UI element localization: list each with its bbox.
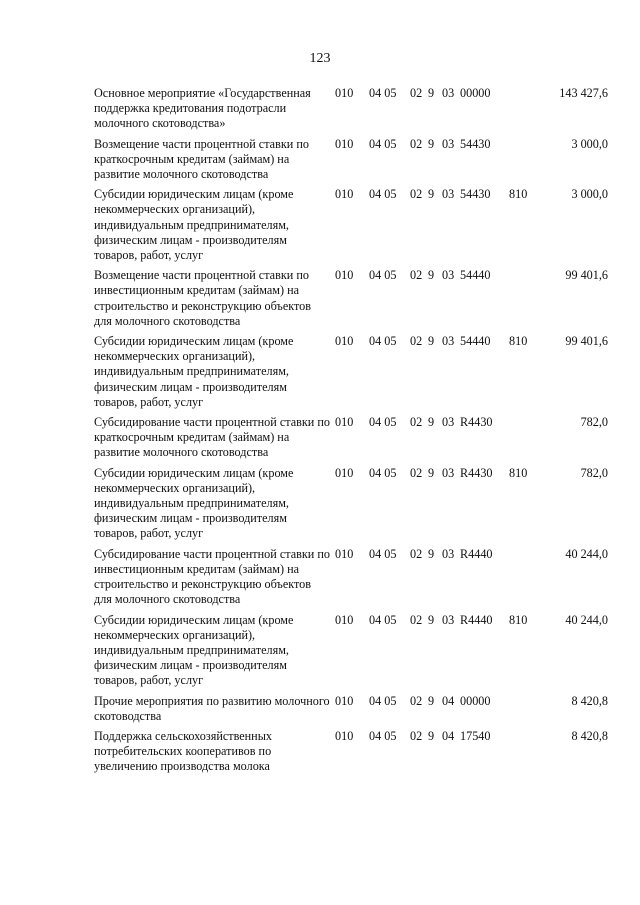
table-row (0, 613, 640, 689)
ministry-code: 010 (335, 728, 354, 743)
row-name: Субсидии юридическим лицам (кроме некоммерческих организаций), индивидуальным предпринимателям, физическим лицам - производителям товаров, работ, услуг (94, 334, 294, 409)
amount: 99 401,6 (565, 334, 608, 349)
subprogram-code: 9 (428, 136, 435, 151)
program-code: 02 (410, 693, 423, 708)
subprogram-code: 9 (428, 546, 435, 561)
direction-code: 17540 (460, 728, 491, 743)
program-code: 02 (410, 728, 423, 743)
direction-code: 00000 (460, 86, 491, 100)
direction-code: R4440 (460, 612, 493, 627)
ministry-code: 010 (335, 693, 354, 708)
main-event-code: 03 (442, 465, 455, 480)
section-code: 04 05 (369, 693, 397, 708)
row-name: Поддержка сельскохозяйственных потребительских кооперативов по увеличению производства молока (94, 728, 272, 774)
table-row (0, 729, 640, 775)
subprogram-code: 9 (428, 187, 435, 202)
subprogram-code: 9 (428, 334, 435, 349)
amount: 40 244,0 (565, 546, 608, 561)
ministry-code: 010 (335, 187, 354, 202)
table-row (0, 334, 640, 410)
amount: 8 420,8 (571, 728, 608, 743)
expense-type-code: 810 (509, 465, 528, 480)
subprogram-code: 9 (428, 465, 435, 480)
program-code: 02 (410, 268, 423, 283)
row-name: Субсидии юридическим лицам (кроме некоммерческих организаций), индивидуальным предпринимателям, физическим лицам - производителям товаров, работ, услуг (94, 187, 294, 263)
subprogram-code: 9 (428, 415, 435, 430)
amount: 40 244,0 (565, 612, 608, 627)
main-event-code: 03 (442, 334, 455, 349)
table-row (0, 415, 640, 461)
ministry-code: 010 (335, 268, 354, 283)
subprogram-code: 9 (428, 612, 435, 627)
amount: 143 427,6 (559, 86, 608, 100)
direction-code: R4430 (460, 415, 493, 430)
main-event-code: 03 (442, 187, 455, 202)
amount: 3 000,0 (571, 136, 608, 151)
ministry-code: 010 (335, 136, 354, 151)
ministry-code: 010 (335, 415, 354, 430)
subprogram-code: 9 (428, 86, 435, 100)
section-code: 04 05 (369, 136, 397, 151)
row-name: Основное мероприятие «Государственная поддержка кредитования подотрасли молочного скотоводства» (94, 86, 311, 131)
main-event-code: 03 (442, 612, 455, 627)
row-name: Субсидирование части процентной ставки по инвестиционным кредитам (займам) на строительство и реконструкцию объектов для молочного скотоводства (94, 546, 330, 607)
table-row (0, 187, 640, 263)
main-event-code: 03 (442, 415, 455, 430)
main-event-code: 04 (442, 728, 455, 743)
table-row (0, 137, 640, 183)
amount: 782,0 (580, 415, 608, 430)
section-code: 04 05 (369, 86, 397, 100)
expense-type-code: 810 (509, 334, 528, 349)
program-code: 02 (410, 546, 423, 561)
program-code: 02 (410, 465, 423, 480)
ministry-code: 010 (335, 465, 354, 480)
table-row (0, 547, 640, 608)
program-code: 02 (410, 334, 423, 349)
subprogram-code: 9 (428, 728, 435, 743)
section-code: 04 05 (369, 728, 397, 743)
direction-code: R4430 (460, 465, 493, 480)
table-row (0, 694, 640, 724)
subprogram-code: 9 (428, 268, 435, 283)
main-event-code: 03 (442, 546, 455, 561)
program-code: 02 (410, 612, 423, 627)
row-name: Прочие мероприятия по развитию молочного скотоводства (94, 693, 330, 723)
row-name: Возмещение части процентной ставки по инвестиционным кредитам (займам) на строительство и реконструкцию объектов для молочного скотоводства (94, 268, 312, 328)
section-code: 04 05 (369, 187, 397, 202)
program-code: 02 (410, 415, 423, 430)
amount: 8 420,8 (571, 693, 608, 708)
main-event-code: 03 (442, 86, 455, 100)
direction-code: 54430 (460, 187, 491, 202)
budget-table (0, 86, 640, 780)
table-row (0, 466, 640, 542)
main-event-code: 04 (442, 693, 455, 708)
row-name: Возмещение части процентной ставки по краткосрочным кредитам (займам) на развитие молочного скотоводства (94, 136, 309, 182)
ministry-code: 010 (335, 334, 354, 349)
section-code: 04 05 (369, 268, 397, 283)
expense-type-code: 810 (509, 612, 528, 627)
section-code: 04 05 (369, 546, 397, 561)
program-code: 02 (410, 187, 423, 202)
row-name: Субсидии юридическим лицам (кроме некоммерческих организаций), индивидуальным предпринимателям, физическим лицам - производителям товаров, работ, услуг (94, 465, 294, 541)
direction-code: 54430 (460, 136, 491, 151)
program-code: 02 (410, 86, 423, 100)
row-name: Субсидии юридическим лицам (кроме некоммерческих организаций), индивидуальным предпринимателям, физическим лицам - производителям товаров, работ, услуг (94, 612, 294, 688)
main-event-code: 03 (442, 136, 455, 151)
table-row (0, 268, 640, 329)
direction-code: 54440 (460, 334, 491, 349)
subprogram-code: 9 (428, 693, 435, 708)
main-event-code: 03 (442, 268, 455, 283)
amount: 99 401,6 (565, 268, 608, 283)
section-code: 04 05 (369, 334, 397, 349)
direction-code: R4440 (460, 546, 493, 561)
section-code: 04 05 (369, 415, 397, 430)
ministry-code: 010 (335, 86, 354, 100)
row-name: Субсидирование части процентной ставки по краткосрочным кредитам (займам) на развитие молочного скотоводства (94, 415, 330, 460)
ministry-code: 010 (335, 612, 354, 627)
ministry-code: 010 (335, 546, 354, 561)
direction-code: 00000 (460, 693, 491, 708)
page-number: 123 (309, 51, 331, 66)
direction-code: 54440 (460, 268, 491, 283)
section-code: 04 05 (369, 465, 397, 480)
table-row (0, 86, 640, 132)
expense-type-code: 810 (509, 187, 528, 202)
section-code: 04 05 (369, 612, 397, 627)
program-code: 02 (410, 136, 423, 151)
amount: 782,0 (580, 465, 608, 480)
amount: 3 000,0 (571, 187, 608, 202)
